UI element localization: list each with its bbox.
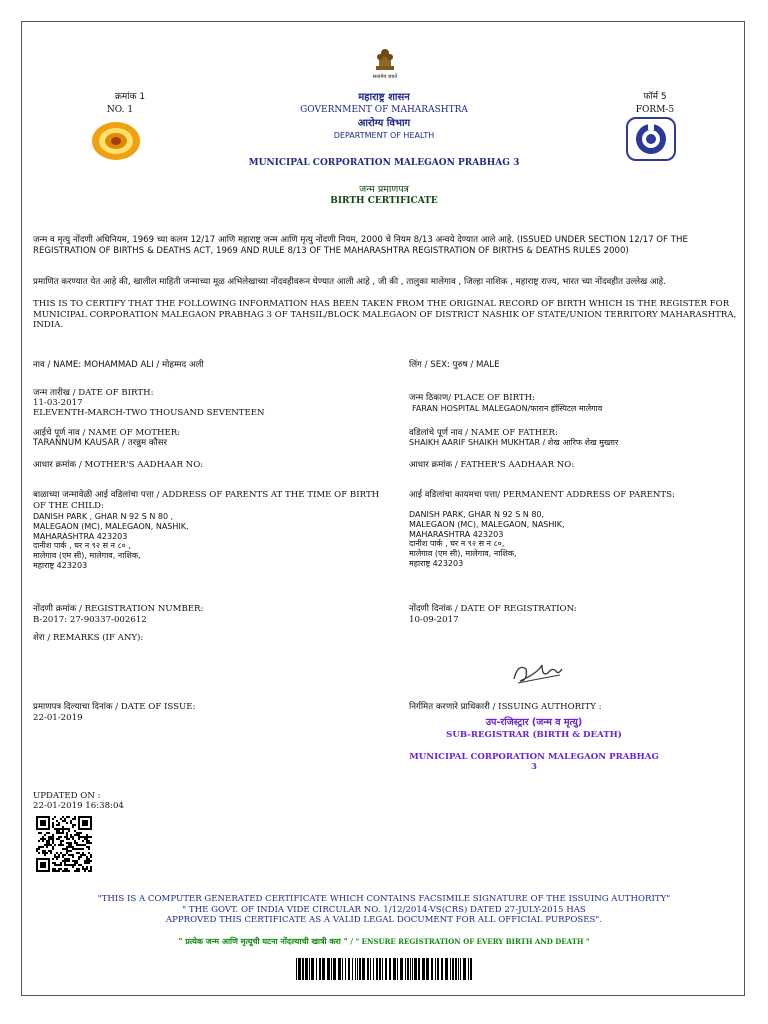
mother-name: TARANNUM KAUSAR / तरन्नुम कौसर bbox=[33, 438, 168, 448]
address-line: मालेगाव (एम सी), मालेगाव, नाशिक, bbox=[409, 549, 517, 559]
govt-circular-note: " THE GOVT. OF INDIA VIDE CIRCULAR NO. 1/12/2014-VS(CRS) DATED 27-JULY-2015 HAS bbox=[182, 905, 586, 915]
dob-label: जन्म तारीख / DATE OF BIRTH: bbox=[33, 388, 154, 398]
address-line: मालेगाव (एम सी), मालेगाव, नाशिक, bbox=[33, 551, 141, 561]
authority-signature bbox=[508, 655, 568, 689]
permanent-address-label: आई वडिलांचा कायमचा पत्ता/ PERMANENT ADDRESS OF PARENTS: bbox=[409, 490, 675, 500]
address-line: MALEGAON (MC), MALEGAON, NASHIK, bbox=[409, 519, 565, 529]
address-line: MAHARASHTRA 423203 bbox=[33, 531, 128, 541]
registration-slogan bbox=[0, 937, 768, 947]
computer-generated-note: "THIS IS A COMPUTER GENERATED CERTIFICATE WHICH CONTAINS FACSIMILE SIGNATURE OF THE ISSUING AUTHORITY" bbox=[97, 894, 671, 904]
address-line: दानीश पार्क , घर न ९२ स न ८०, bbox=[409, 539, 505, 549]
address-at-birth-label: बाळाच्या जन्मावेळी आई वडिलांचा पत्ता / ADDRESS OF PARENTS AT THE TIME OF BIRTH OF THE CHILD: bbox=[33, 490, 380, 511]
certificate-title-marathi: जन्म प्रमाणपत्र bbox=[359, 184, 409, 195]
qr-code bbox=[36, 816, 92, 872]
child-sex: लिंग / SEX: पुरुष / MALE bbox=[409, 360, 500, 370]
registration-number: B-2017: 27-90337-002612 bbox=[33, 615, 147, 625]
address-at-birth bbox=[33, 512, 373, 571]
address-line: महाराष्ट्र 423203 bbox=[33, 560, 88, 570]
address-line: DANISH PARK, GHAR N 92 S N 80, bbox=[409, 510, 545, 519]
date-of-issue-label: प्रमाणपत्र दिल्याचा दिनांक / DATE OF ISSUE: bbox=[33, 702, 196, 712]
department-marathi: आरोग्य विभाग bbox=[357, 118, 411, 129]
address-line: महाराष्ट्र 423203 bbox=[409, 558, 464, 568]
health-dept-logo-icon bbox=[626, 117, 676, 161]
issuing-authority-label: निर्गमित करणारे प्राधिकारी / ISSUING AUTHORITY : bbox=[409, 702, 602, 712]
address-line: दानीश पार्क , घर न ९२ स न ८० , bbox=[33, 541, 131, 551]
pob-value: FARAN HOSPITAL MALEGAON/फारान हॉस्पिटल मालेगाव bbox=[412, 404, 603, 413]
corporation-name: MUNICIPAL CORPORATION MALEGAON PRABHAG 3 bbox=[248, 158, 520, 168]
address-line: MAHARASHTRA 423203 bbox=[409, 529, 504, 539]
certify-paragraph-marathi: प्रमाणित करण्यात येत आहे की, खालील माहिती जन्माच्या मूळ अभिलेखाच्या नोंदवहीवरून घेण्यात आली आहे , जी की , तालुका मालेगाव , जिल्हा नाशिक , महाराष्ट्र राज्य, भारत च्या नोंदवहीत उल्लेख आहे. bbox=[33, 277, 666, 287]
certificate-no: NO. 1 bbox=[106, 105, 134, 115]
state-name-marathi: महाराष्ट्र शासन bbox=[358, 92, 410, 103]
date-of-issue: 22-01-2019 bbox=[33, 713, 83, 723]
state-name: GOVERNMENT OF MAHARASHTRA bbox=[300, 105, 468, 115]
remarks-label: शेरा / REMARKS (IF ANY): bbox=[33, 633, 144, 643]
certificate-title: BIRTH CERTIFICATE bbox=[330, 196, 438, 206]
registration-number-label: नोंदणी क्रमांक / REGISTRATION NUMBER: bbox=[33, 604, 204, 614]
certify-paragraph: THIS IS TO CERTIFY THAT THE FOLLOWING INFORMATION HAS BEEN TAKEN FROM THE ORIGINAL RECORD OF BIRTH WHICH IS THE REGISTER FOR MUNICIPAL CORPORATION MALEGAON PRABHAG 3 OF TAHSIL/BLOCK MALEGAON OF DISTRICT NASHIK OF STATE/UNION TERRITORY MAHARASHTRA, INDIA. bbox=[33, 299, 737, 330]
father-name: SHAIKH AARIF SHAIKH MUKHTAR / शेख आरिफ शेख मुख्तार bbox=[409, 438, 619, 447]
father-aadhaar-label: आधार क्रमांक / FATHER'S AADHAAR NO: bbox=[409, 460, 575, 470]
dob-words: ELEVENTH-MARCH-TWO THOUSAND SEVENTEEN bbox=[33, 408, 265, 418]
address-line: MALEGAON (MC), MALEGAON, NASHIK, bbox=[33, 521, 189, 531]
authority-corporation: MUNICIPAL CORPORATION MALEGAON PRABHAG 3 bbox=[409, 752, 659, 772]
department-name: DEPARTMENT OF HEALTH bbox=[333, 131, 435, 140]
national-emblem-icon bbox=[370, 44, 400, 74]
dob-value: 11-03-2017 bbox=[33, 398, 83, 408]
form-no-marathi: फॉर्म 5 bbox=[643, 92, 667, 102]
permanent-address bbox=[409, 510, 739, 569]
certificate-no-marathi: क्रमांक 1 bbox=[114, 92, 146, 102]
address-line: DANISH PARK , GHAR N 92 S N 80 , bbox=[33, 512, 174, 521]
updated-on: 22-01-2019 16:38:04 bbox=[33, 801, 124, 811]
child-name: नाव / NAME: MOHAMMAD ALI / मोहम्मद अली bbox=[33, 360, 204, 370]
registration-date: 10-09-2017 bbox=[409, 615, 459, 625]
father-name-label: वडिलांचे पूर्ण नाव / NAME OF FATHER: bbox=[409, 428, 558, 438]
emblem-caption: सत्यमेव जयते bbox=[372, 74, 398, 80]
slogan-english: " ENSURE REGISTRATION OF EVERY BIRTH AND DEATH " bbox=[355, 937, 590, 946]
updated-on-label: UPDATED ON : bbox=[33, 791, 101, 801]
slogan-marathi: " प्रत्येक जन्म आणि मृत्यूची घटना नोंदल्याची खात्री करा " bbox=[178, 937, 348, 946]
registration-date-label: नोंदणी दिनांक / DATE OF REGISTRATION: bbox=[409, 604, 577, 614]
issued-under-paragraph: जन्म व मृत्यु नोंदणी अधिनियम, 1969 च्या कलम 12/17 आणि महाराष्ट्र जन्म आणि मृत्यु नोंदणी नियम, 2000 चे नियम 8/13 अन्वये देण्यात आले आहे. (ISSUED UNDER SECTION 12/17 OF THE REGISTRATION OF BIRTHS & DEATHS ACT, 1969 AND RULE 8/13 OF THE MAHARASHTRA REGISTRATION OF BIRTHS & DEATHS RULES 2000) bbox=[33, 235, 688, 256]
mother-name-label: आईचे पूर्ण नाव / NAME OF MOTHER: bbox=[33, 428, 181, 438]
slogan-separator: / bbox=[350, 937, 354, 946]
barcode bbox=[296, 958, 472, 980]
mother-aadhaar-label: आधार क्रमांक / MOTHER'S AADHAAR NO: bbox=[33, 460, 204, 470]
sub-registrar: SUB-REGISTRAR (BIRTH & DEATH) bbox=[446, 730, 622, 740]
valid-document-note: APPROVED THIS CERTIFICATE AS A VALID LEGAL DOCUMENT FOR ALL OFFICIAL PURPOSES". bbox=[165, 915, 603, 925]
pob-label: जन्म ठिकाण/ PLACE OF BIRTH: bbox=[409, 393, 536, 403]
form-no: FORM-5 bbox=[635, 105, 675, 115]
sub-registrar-marathi: उप-रजिस्ट्रार (जन्म व मृत्यु) bbox=[485, 717, 583, 728]
